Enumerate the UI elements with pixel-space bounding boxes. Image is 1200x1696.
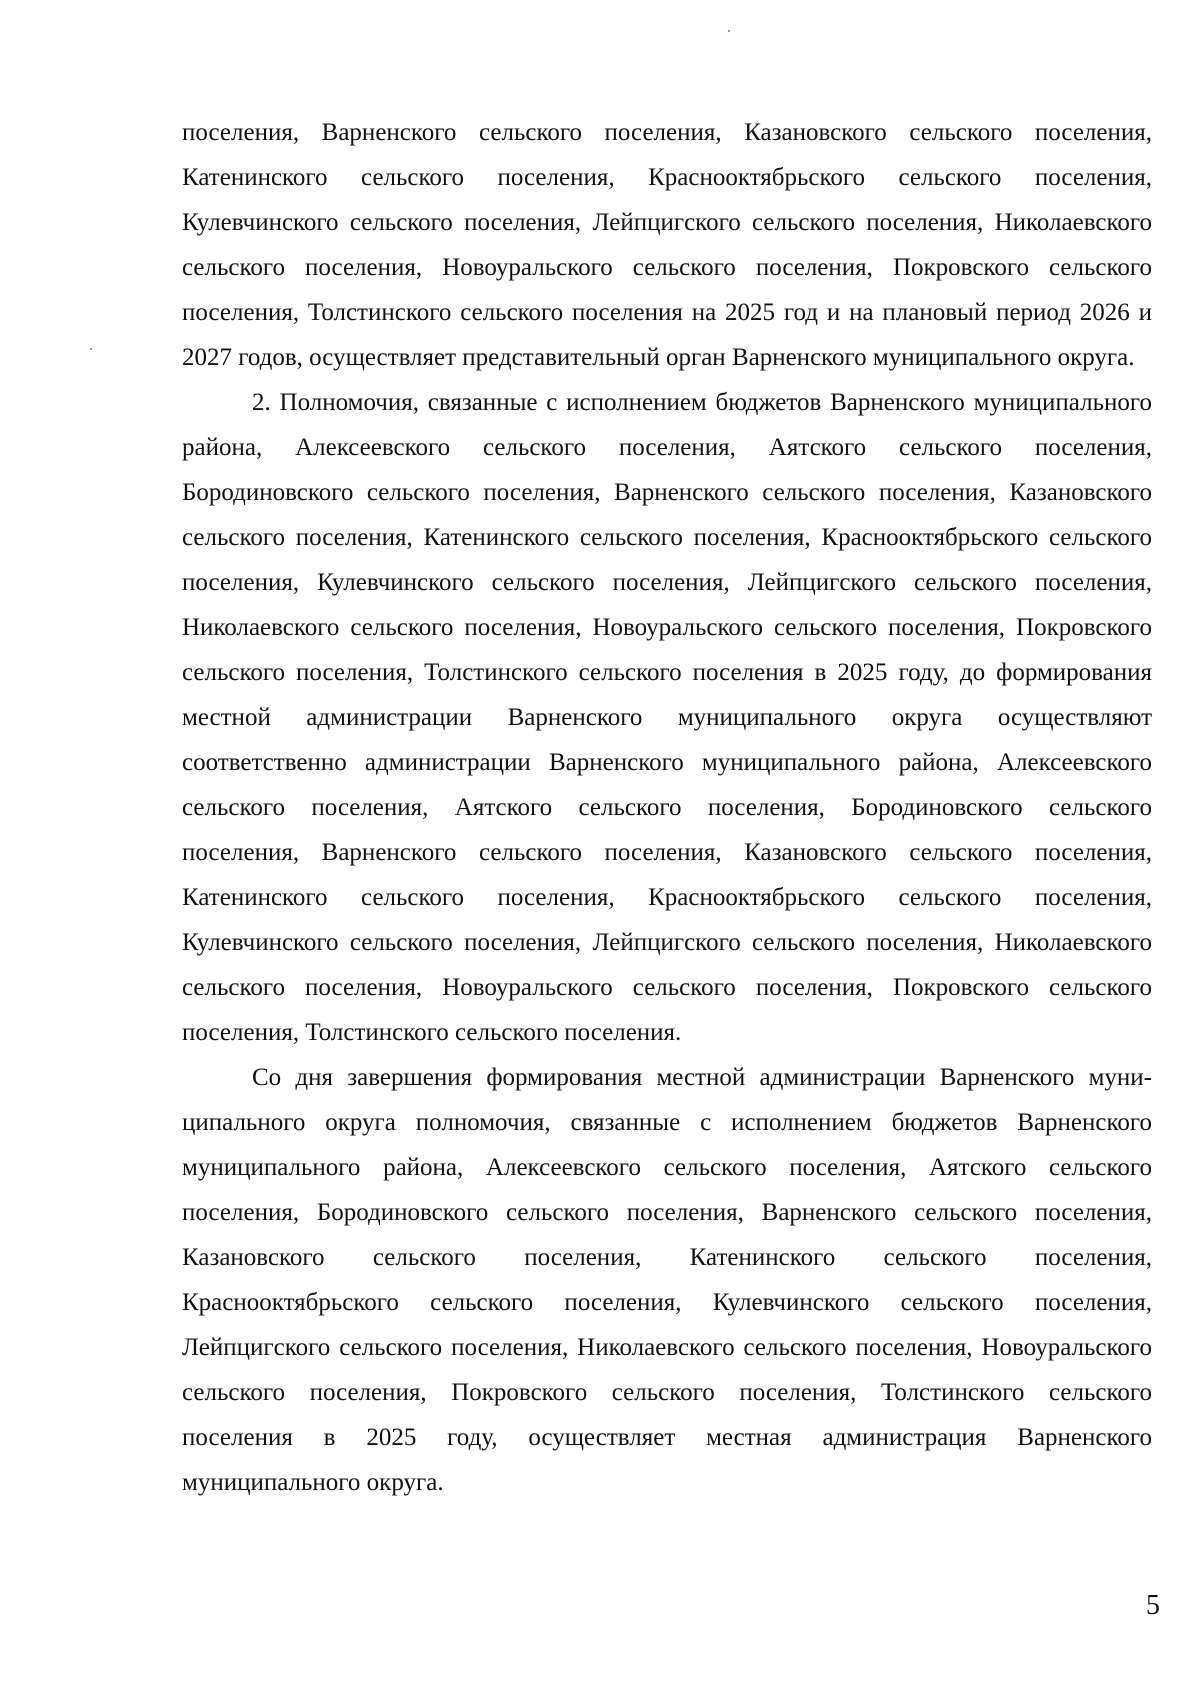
scan-speck — [90, 348, 92, 350]
paragraph-3: Со дня завершения формирования местной администрации Варненского муниципального округа полномочия, связанные с исполнением бюджетов Варненского муниципального района, Алексеевского сельского поселения, Аятского сельского поселения, Бородиновского сельского поселения, Варненского сельского поселения, Казановского сельского поселения, Катенинского сельского поселения, Краснооктябрьского сельского поселения, Кулевчинского сельского поселения, Лейпцигского сельского поселения, Николаевского сельского поселения, Новоуральского сельского поселения, Покровского сельского поселения, Толстинского сельского поселения в 2025 году, осуществляет местная администрация Варненского муниципального округа. — [182, 1064, 1152, 1496]
document-body — [182, 110, 1152, 1505]
page-number: 5 — [1146, 1590, 1160, 1621]
paragraph-1: поселения, Варненского сельского поселения, Казановского сельского поселения, Катенинского сельского поселения, Краснооктябрьского сельского поселения, Кулевчинского сельского поселения, Лейпцигского сельского поселения, Николаевского сельского поселения, Новоуральского сельского поселения, Покровского сельского поселения, Толстинского сельского поселения на 2025 год и на плановый период 2026 и 2027 годов, осуществляет представительный орган Варненского муниципального округа. — [182, 119, 1152, 371]
paragraph-2: 2. Полномочия, связанные с исполнением бюджетов Варненского муниципального района, Алексеевского сельского поселения, Аятского сельского поселения, Бородиновского сельского поселения, Варненского сельского поселения, Казановского сельского поселения, Катенинского сельского поселения, Краснооктябрьского сельского поселения, Кулевчинского сельского поселения, Лейпцигского сельского поселения, Николаевского сельского поселения, Новоуральского сельского поселения, Покровского сельского поселения, Толстинского сельского поселения в 2025 году, до формирования местной администрации Варненского муниципального округа осуществляют соответственно администрации Варненского муниципального района, Алексеевского сельского поселения, Аятского сельского поселения, Бородиновского сельского поселения, Варненского сельского поселения, Казановского сельского поселения, Катенинского сельского поселения, Краснооктябрьского сельского поселения, Кулевчинского сельского поселения, Лейпцигского сельского поселения, Николаевского сельского поселения, Новоуральского сельского поселения, Покровского сельского поселения, Толстинского сельского поселения. — [182, 389, 1152, 1046]
scan-speck — [728, 30, 730, 32]
